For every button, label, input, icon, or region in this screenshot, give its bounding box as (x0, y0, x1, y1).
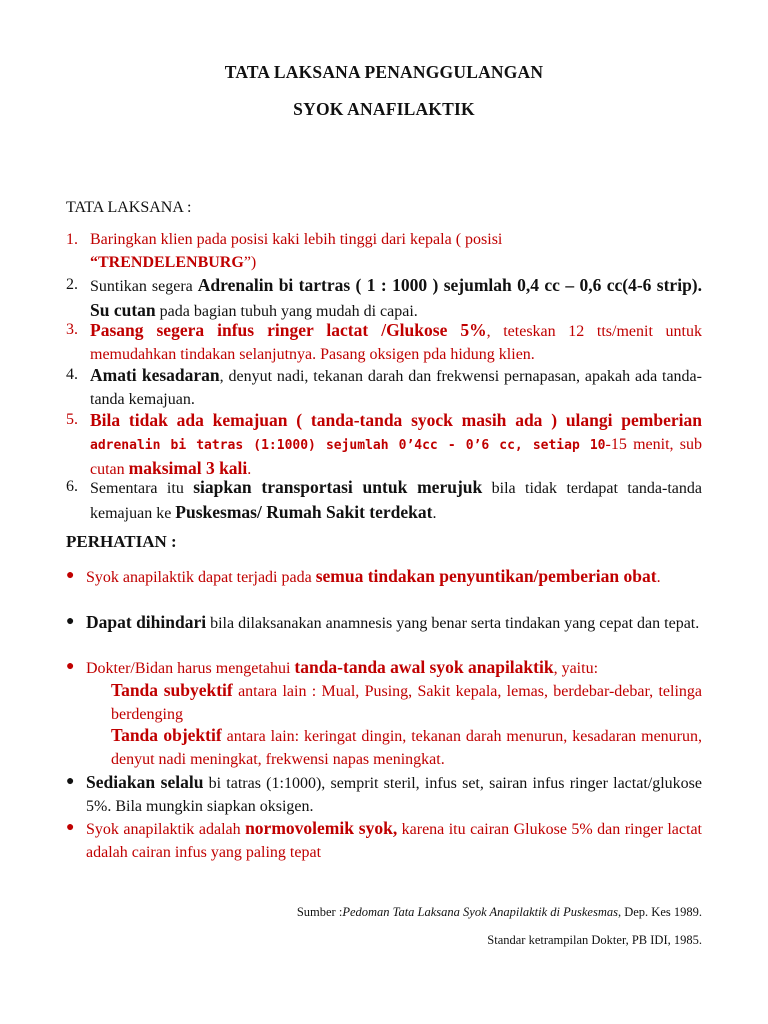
note-emphasis: tanda-tanda awal syok anapilaktik (294, 657, 554, 677)
step-number: 4. (66, 366, 78, 383)
step-text: . (432, 504, 437, 522)
section-heading-tata-laksana: TATA LAKSANA : (66, 199, 192, 216)
note-emphasis: Sediakan selalu (86, 772, 204, 792)
document-title-line2: SYOK ANAFILAKTIK (293, 99, 475, 119)
step-text: , teteskan 12 tts/menit untuk memudahkan tindakan selanjutnya. Pasang oksigen pda hidung klien. (90, 323, 702, 363)
note-3 (66, 656, 702, 681)
step-text: bila tidak terdapat tanda-tanda kemajuan ke (90, 480, 702, 522)
note-text: karena itu cairan Glukose 5% dan ringer lactat adalah cairan infus yang paling tepat (86, 821, 702, 861)
subjective-label: Tanda subyektif (111, 680, 233, 700)
note-2 (66, 611, 702, 636)
source-suffix: , Dep. Kes 1989. (617, 905, 702, 919)
step-number: 6. (66, 478, 78, 495)
step-number: 1. (66, 231, 78, 248)
note-4 (66, 771, 702, 818)
bullet-icon: ● (66, 568, 75, 583)
note-text: . (656, 569, 661, 586)
note-emphasis: Dapat dihindari (86, 612, 207, 632)
bullet-icon: ● (66, 614, 75, 629)
note-text: Syok anapilaktik dapat terjadi pada (86, 569, 316, 586)
source-citation-2: Standar ketrampilan Dokter, PB IDI, 1985. (487, 933, 702, 947)
sign-subjective (111, 679, 702, 726)
step-text: . (247, 461, 252, 478)
step-2 (66, 274, 702, 323)
bullet-icon: ● (66, 774, 75, 789)
step-emphasis: Puskesmas/ Rumah Sakit terdekat (175, 501, 433, 522)
step-number: 2. (66, 276, 78, 293)
note-1 (66, 565, 702, 590)
sign-objective (111, 724, 702, 771)
step-3 (66, 319, 702, 366)
step-text: , denyut nadi, tekanan darah dan frekwensi pernapasan, apakah ada tanda- tanda kemajuan. (90, 368, 702, 408)
step-number: 5. (66, 411, 78, 428)
note-emphasis: semua tindakan penyuntikan/pemberian obat (315, 566, 657, 586)
step-text: Suntikan segera (90, 278, 198, 295)
step-emphasis: siapkan transportasi untuk merujuk (193, 477, 483, 497)
section-heading-perhatian: PERHATIAN : (66, 532, 177, 551)
note-text: bi tatras (1:1000), semprit steril, infus set, sairan infus ringer lactat/glukose 5%. Bila mungkin siapkan oksigen. (86, 775, 702, 815)
bullet-icon: ● (66, 659, 75, 674)
step-5 (66, 409, 702, 482)
step-text: Baringkan klien pada posisi kaki lebih tinggi dari kepala ( posisi (90, 231, 503, 248)
note-5 (66, 817, 702, 864)
step-emphasis: Pasang segera infus ringer lactat /Glukose 5% (90, 320, 487, 340)
step-emphasis: Amati kesadaran (90, 365, 220, 385)
step-emphasis: “TRENDELENBURG (90, 253, 244, 271)
source-title: Pedoman Tata Laksana Syok Anapilaktik di Puskesmas (342, 905, 618, 919)
bullet-icon: ● (66, 820, 75, 835)
note-emphasis: normovolemik syok, (245, 818, 398, 838)
source-citation (297, 905, 702, 920)
note-text: Dokter/Bidan harus mengetahui (86, 660, 295, 677)
note-text: Syok anapilaktik adalah (86, 821, 246, 838)
step-emphasis: Bila tidak ada kemajuan ( tanda-tanda syock masih ada ) ulangi pemberian (90, 410, 702, 430)
objective-text: antara lain: keringat dingin, tekanan darah menurun, kesadaran menurun, denyut nadi meningkat, frekwensi napas meningkat. (111, 728, 703, 768)
step-text: Sementara itu (90, 480, 194, 497)
step-emphasis: Adrenalin bi tartras ( 1 : 1000 ) sejumlah 0,4 cc – 0,6 cc(4-6 strip). Su cutan (90, 275, 702, 320)
subjective-text: antara lain : Mual, Pusing, Sakit kepala, lemas, berdebar-debar, telinga berdenging (111, 683, 703, 723)
step-text: ”) (243, 253, 257, 271)
document-title-line1: TATA LAKSANA PENANGGULANGAN (224, 62, 544, 82)
step-emphasis: maksimal 3 kali (128, 458, 248, 478)
step-dosage: adrenalin bi tatras (1:1000) sejumlah 0’4cc - 0’6 cc, setiap 10 (90, 437, 606, 453)
step-4 (66, 364, 702, 411)
note-text: bila dilaksanakan anamnesis yang benar serta tindakan yang cepat dan tepat. (206, 615, 700, 632)
source-prefix: Sumber : (296, 905, 343, 919)
objective-label: Tanda objektif (111, 725, 222, 745)
step-number: 3. (66, 321, 78, 338)
step-text: pada bagian tubuh yang mudah di capai. (155, 302, 418, 320)
step-text: -15 menit, sub cutan (90, 435, 702, 478)
step-1 (66, 229, 702, 274)
step-6 (66, 476, 702, 525)
note-text: , yaitu: (553, 660, 599, 677)
